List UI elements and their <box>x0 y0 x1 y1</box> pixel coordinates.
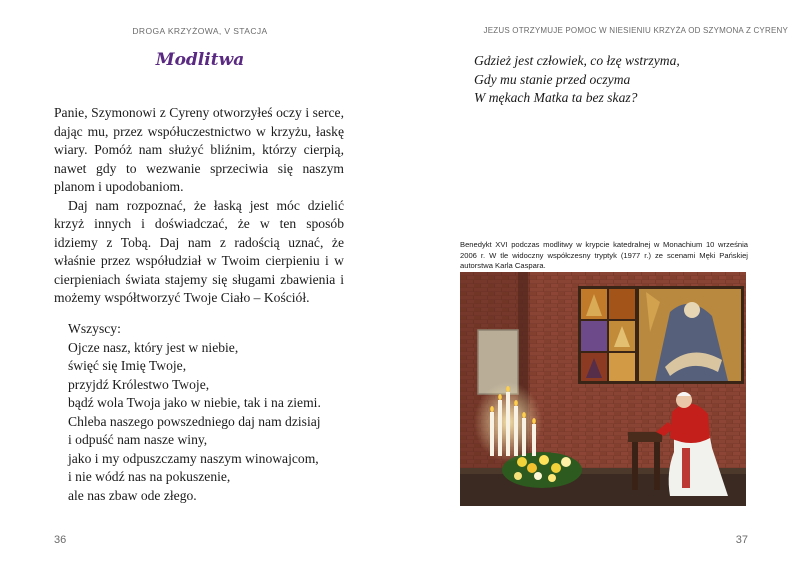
section-title: Modlitwa <box>155 50 245 70</box>
prayer-line: ale nas zbaw ode złego. <box>68 487 197 503</box>
prayer-line: przyjdź Królestwo Twoje, <box>68 376 210 392</box>
running-head-right: JEZUS OTRZYMUJE POMOC W NIESIENIU KRZYŻA OD SZYMONA Z CYRENY <box>483 26 788 35</box>
page-number-left: 36 <box>54 534 67 546</box>
paragraph-1: Panie, Szymonowi z Cyreny otworzyłeś oczy i serce, dając mu, przez współuczestnictwo w krzyżu, łaskę wiary. Pomóż nam służyć bliźnim, którzy cierpią, nawet gdy to wezwanie sprzeciwia się naszym planom i upodobaniom. <box>54 105 344 194</box>
verse-line: W mękach Matka ta bez skaz? <box>474 90 638 105</box>
prayer-line: i nie wódź nas na pokuszenie, <box>68 469 231 484</box>
right-page <box>400 0 800 571</box>
verse-line: Gdy mu stanie przed oczyma <box>474 71 631 87</box>
photo-caption: Benedykt XVI podczas modlitwy w krypcie katedralnej w Monachium 10 września 2006 r. W tle widoczny współczesny tryptyk (1977 r.) ze scenami Męki Pańskiej autorstwa Karla Caspara. <box>460 240 748 270</box>
hymn-verse <box>474 52 680 108</box>
photo-pope-praying-crypt <box>460 272 746 506</box>
page-number-right: 37 <box>735 534 748 546</box>
prayer-prose <box>54 104 344 308</box>
prayer-line: Chleba naszego powszedniego daj nam dzisiaj <box>68 413 321 429</box>
running-head-left: DROGA KRZYŻOWA, V STACJA <box>132 26 268 36</box>
prayer-line: święć się Imię Twoje, <box>68 358 187 373</box>
verse-line: Gdzież jest człowiek, co łzę wstrzyma, <box>474 53 680 68</box>
prayer-line: Ojcze nasz, który jest w niebie, <box>68 339 239 355</box>
prayer-line: bądź wola Twoja jako w niebie, tak i na ziemi. <box>68 395 321 410</box>
prayer-line: jako i my odpuszczamy naszym winowajcom, <box>68 450 319 466</box>
prayer-line: Wszyscy: <box>68 321 121 336</box>
paragraph-2: Daj nam rozpoznać, że łaską jest móc dzielić krzyż innych i doświadczać, że w ten sposób idziemy z Tobą. Daj nam z radością uznać, że właśnie przez współudział w Twoim cierpieniu i w cierpieniach świata stajemy się sługami zbawienia i możemy współtworzyć Twoje Ciało – Kościół. <box>54 197 344 305</box>
lords-prayer <box>68 320 368 505</box>
prayer-line: i odpuść nam nasze winy, <box>68 432 208 447</box>
